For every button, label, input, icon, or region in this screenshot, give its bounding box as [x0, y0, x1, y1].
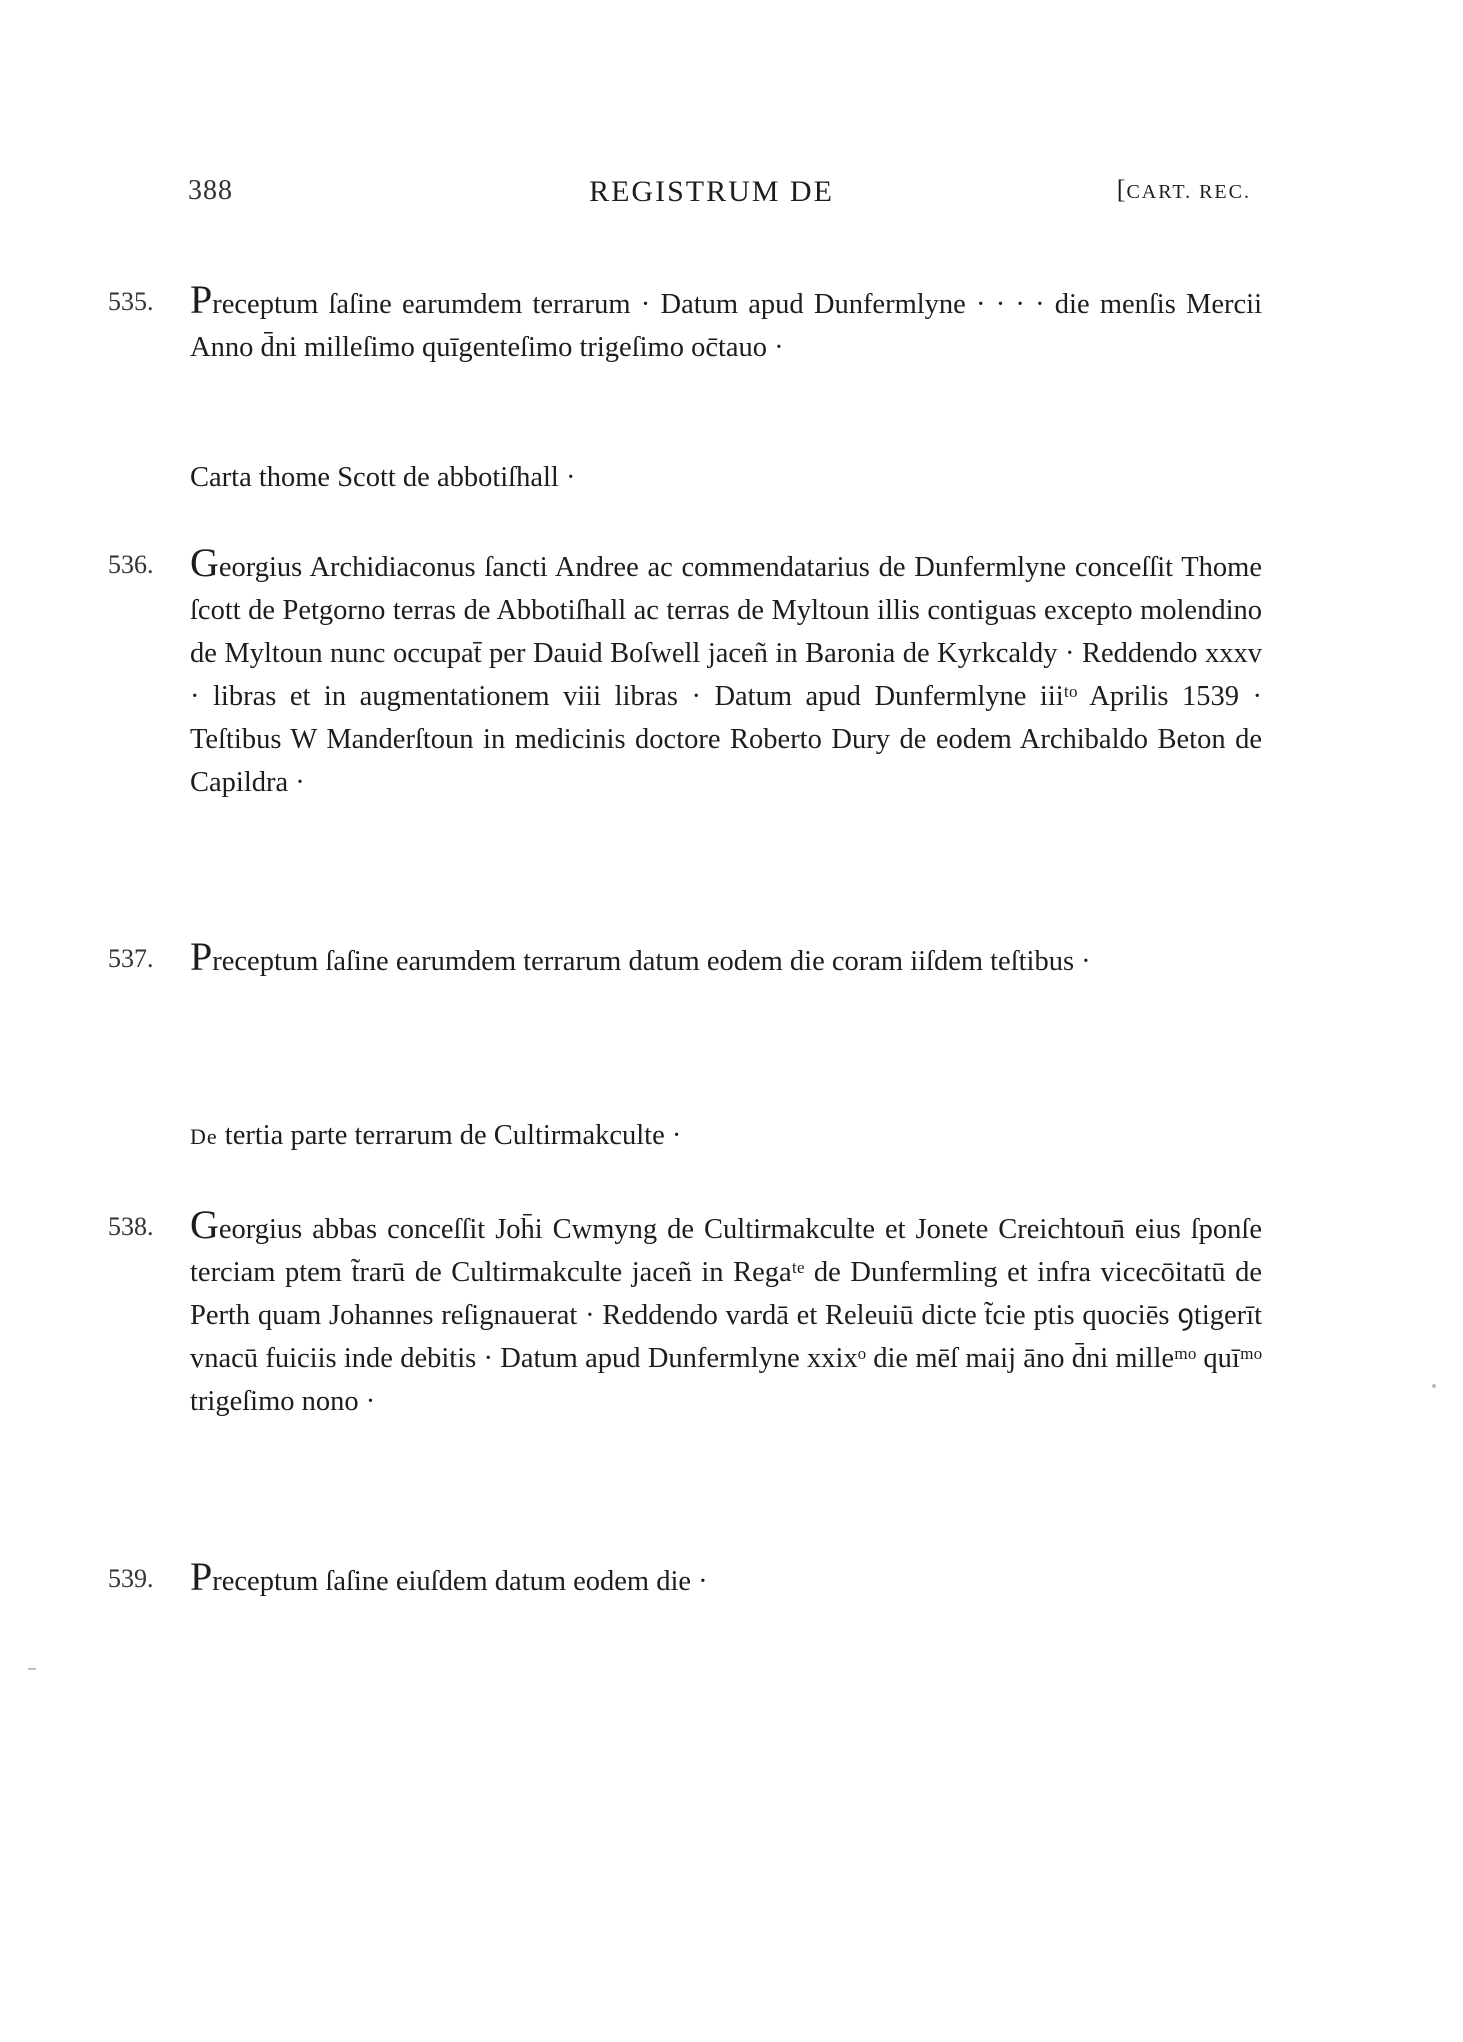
heading-text: Carta thome Scott de abbotiſhall · — [190, 462, 576, 493]
entry-text — [190, 277, 1262, 369]
entry-text — [190, 934, 1262, 983]
initial-letter: G — [190, 540, 219, 585]
charter-heading — [190, 462, 575, 494]
heading-text: tertia parte terrarum de Cultirmakculte · — [217, 1120, 682, 1151]
page-header — [0, 175, 1463, 215]
initial-letter: G — [190, 1202, 219, 1247]
scan-speck — [1432, 1384, 1436, 1388]
section-ref-bracket: [ — [1116, 175, 1127, 204]
entry-text — [190, 1554, 1262, 1603]
section-reference — [1117, 175, 1251, 205]
entry-body: receptum ſaſine earumdem terrarum datum eodem die coram iiſdem teſtibus · — [212, 946, 1091, 977]
entry-body: eorgius abbas conceſſit Joh̄i Cwmyng de Cultirmakculte et Jonete Creichtoun̄ eius ſponſe terciam ptem t̃rarū de Cultirmakculte jaceñ in Regaᵗᵉ de Dunfermling et infra vicecōitatū de Perth quam Johannes reſignauerat · Reddendo vardā et Releuiū dicte t̃cie ptis quociēs ꝯtigerīt vnacū fuiciis inde debitis · Datum apud Dunfermlyne xxixᵒ die mēſ maij āno d̄ni milleᵐᵒ quīᵐᵒ trigeſimo nono · — [190, 1214, 1262, 1417]
entry-body: eorgius Archidiaconus ſancti Andree ac commendatarius de Dunfermlyne conceſſit Thome ſcott de Petgorno terras de Abbotiſhall ac terras de Myltoun illis contiguas excepto molendino de Myltoun nunc occupat̄ per Dauid Boſwell jaceñ in Baronia de Kyrkcaldy · Reddendo xxxv · libras et in augmentationem viii libras · Datum apud Dunfermlyne iiiᵗᵒ Aprilis 1539 · Teſtibus W Manderſtoun in medicinis doctore Roberto Dury de eodem Archibaldo Beton de Capildra · — [190, 552, 1262, 798]
initial-letter: P — [190, 934, 213, 979]
entry-body: receptum ſaſine eiuſdem datum eodem die · — [212, 1566, 708, 1597]
entry-number: 538. — [108, 1212, 154, 1241]
entry-number: 537. — [108, 944, 154, 973]
heading-lead: De — [190, 1124, 218, 1149]
section-ref-text: CART. REC. — [1126, 181, 1251, 203]
entry-number: 535. — [108, 287, 154, 316]
page-number: 388 — [188, 175, 233, 206]
entry-number: 539. — [108, 1564, 154, 1593]
charter-heading — [190, 1120, 681, 1152]
running-title: REGISTRUM DE — [589, 175, 834, 208]
entry-text — [190, 1202, 1262, 1423]
scan-speck — [28, 1668, 36, 1670]
entry-number: 536. — [108, 550, 154, 579]
initial-letter: P — [190, 1554, 213, 1599]
entry-text — [190, 540, 1262, 804]
entry-body: receptum ſaſine earumdem terrarum · Datum apud Dunfermlyne · · · · die menſis Mercii Anno d̄ni milleſimo quīgenteſimo trigeſimo oc̄tauo · — [190, 289, 1262, 363]
initial-letter: P — [190, 277, 213, 322]
